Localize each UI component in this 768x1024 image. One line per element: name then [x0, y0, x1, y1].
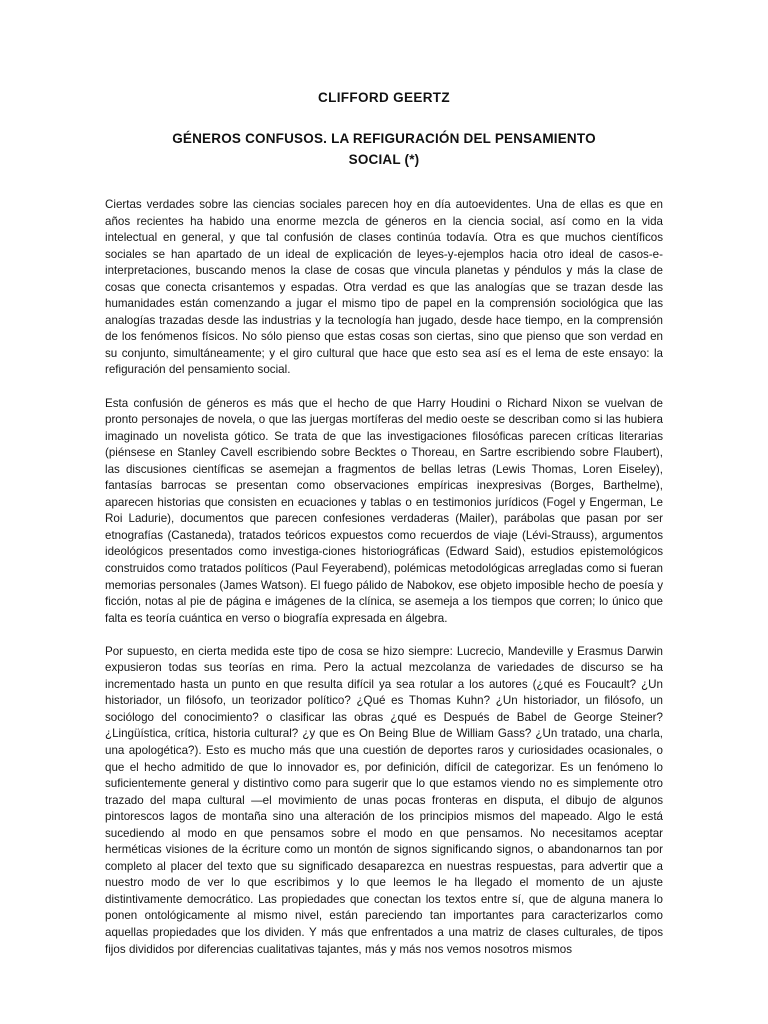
- document-title-line-1: GÉNEROS CONFUSOS. LA REFIGURACIÓN DEL PENSAMIENTO: [172, 131, 596, 146]
- body-paragraph-3: Por supuesto, en cierta medida este tipo de cosa se hizo siempre: Lucrecio, Mandeville y Erasmus Darwin expusieron todas sus teorías en rima. Pero la actual mezcolanza de variedades de discurso se ha incrementado hasta un punto en que resulta difícil ya sea rotular a los autores (¿qué es Foucault? ¿Un historiador, un filósofo, un teorizador político? ¿Qué es Thomas Kuhn? ¿Un historiador, un filósofo, un sociólogo del conocimiento? o clasificar las obras ¿qué es Después de Babel de George Steiner? ¿Lingüística, crítica, historia cultural? ¿y que es On Being Blue de William Gass? ¿Un tratado, una charla, una apologética?). Esto es mucho más que una cuestión de deportes raros y curiosidades ocasionales, o que el hecho admitido de que lo innovador es, por definición, difícil de categorizar. Es un fenómeno lo suficientemente general y distintivo como para sugerir que lo que estamos viendo no es simplemente otro trazado del mapa cultural —el movimiento de unas pocas fronteras en disputa, el dibujo de algunos pintorescos lagos de montaña sino una alteración de los principios mismos del mapeado. Algo le está sucediendo al modo en que pensamos sobre el modo en que pensamos. No necesitamos aceptar herméticas visiones de la écriture como un montón de signos significando signos, o abandonarnos tan por completo al placer del texto que su significado desaparezca en nuestras respuestas, para advertir que a nuestro modo de ver lo que escribimos y lo que leemos le ha llegado el momento de un ajuste distintivamente democrático. Las propiedades que conectan los textos entre sí, que de alguna manera lo ponen ontológicamente al mismo nivel, están pareciendo tan importantes para caracterizarlos como aquellas propiedades que los dividen. Y más que enfrentados a una matriz de clases culturales, de tipos fijos divididos por diferencias cualitativas tajantes, más y más nos vemos nosotros mismos: [105, 644, 663, 956]
- document-content: [105, 0, 663, 958]
- document-title: [105, 105, 663, 170]
- body-paragraph-1: Ciertas verdades sobre las ciencias sociales parecen hoy en día autoevidentes. Una de ellas es que en años recientes ha habido una enorme mezcla de géneros en la ciencia social, así como en la vida intelectual en general, y que tal confusión de clases continúa todavía. Otra es que muchos científicos sociales se han apartado de un ideal de explicación de leyes-y-ejemplos hacia otro ideal de casos-e-interpretaciones, buscando menos la clase de cosas que vincula planetas y péndulos y más la clase de cosas que conecta crisantemos y espadas. Otra verdad es que las analogías que se trazan desde las humanidades están comenzando a jugar el mismo tipo de papel en la comprensión sociológica que las analogías trazadas desde las industrias y la tecnología han jugado, desde hace tiempo, en la comprensión de los fenómenos físicos. No sólo pienso que estas cosas son ciertas, sino que pienso que son verdad en su conjunto, simultáneamente; y el giro cultural que hace que esto sea así es el lema de este ensayo: la refiguración del pensamiento social.: [105, 198, 663, 377]
- author-name: CLIFFORD GEERTZ: [318, 90, 450, 105]
- document-title-line-2: SOCIAL (*): [348, 152, 420, 167]
- body-paragraph-2: Esta confusión de géneros es más que el hecho de que Harry Houdini o Richard Nixon se vuelvan de pronto personajes de novela, o que las juergas mortíferas del medio oeste se describan como si las hubiera imaginado un novelista gótico. Se trata de que las investigaciones filosóficas parecen críticas literarias (piénsese en Stanley Cavell escribiendo sobre Becktes o Thoreau, en Sartre escribiendo sobre Flaubert), las discusiones científicas se asemejan a fragmentos de bellas letras (Lewis Thomas, Loren Eiseley), fantasías barrocas se presentan como observaciones empíricas inexpresivas (Borges, Barthelme), aparecen historias que consisten en ecuaciones y tablas o en testimonios jurídicos (Fogel y Engerman, Le Roi Ladurie), documentos que parecen confesiones verdaderas (Mailer), parábolas que pasan por ser etnografías (Castaneda), tratados teóricos expuestos como recuerdos de viaje (Lévi-Strauss), argumentos ideológicos presentados como investiga-ciones historiográficas (Edward Said), estudios epistemológicos construidos como tratados políticos (Paul Feyerabend), polémicas metodológicas arregladas como si fueran memorias personales (James Watson). El fuego pálido de Nabokov, ese objeto imposible hecho de poesía y ficción, notas al pie de página e imágenes de la clínica, se asemeja a los tiempos que corren; lo único que falta es teoría cuántica en verso o biografía expresada en álgebra.: [105, 396, 663, 625]
